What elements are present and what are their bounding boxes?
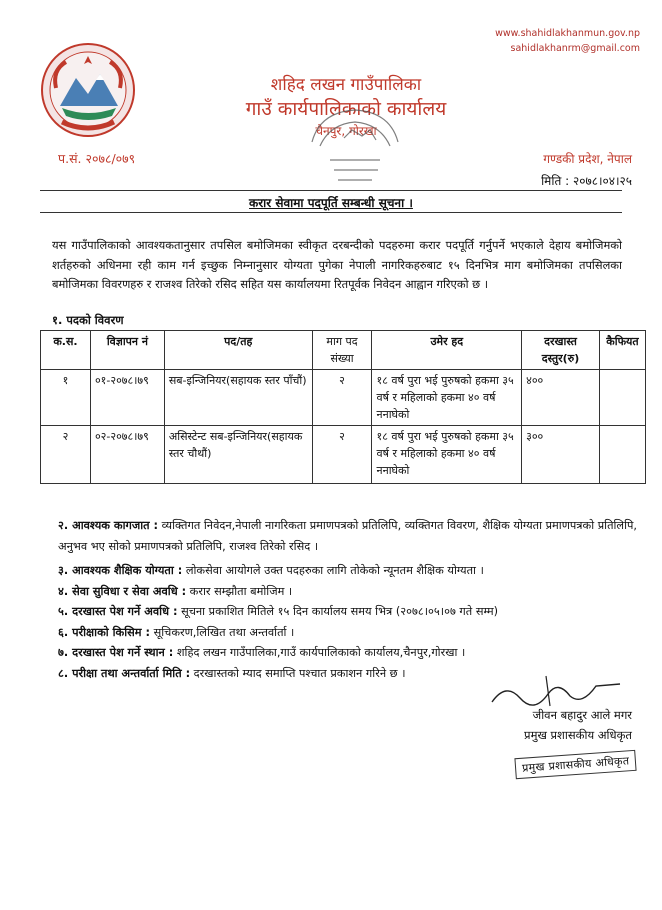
contact-block xyxy=(495,26,640,56)
item-text: सूचिकरण,लिखित तथा अन्तर्वार्ता । xyxy=(150,625,295,639)
col-header: दरखास्त दस्तुर(रु) xyxy=(522,331,600,370)
item-text: सूचना प्रकाशित मितिले १५ दिन कार्यालय समय भित्र (२०७८।०५।०७ गते सम्म) xyxy=(177,605,499,618)
header-divider xyxy=(40,190,622,191)
cell-count: २ xyxy=(312,370,372,426)
cell-remarks xyxy=(599,370,645,426)
col-header: कैफियत xyxy=(599,331,645,370)
item-text: शहिद लखन गाउँपालिका,गाउँ कार्यपालिकाको कार्यालय,चैनपुर,गोरखा । xyxy=(173,646,466,659)
col-header: क.स. xyxy=(41,331,91,370)
cell-serial: २ xyxy=(41,426,91,484)
intro-paragraph: यस गाउँपालिकाको आवश्यकतानुसार तपसिल बमोजिमका स्वीकृत दरबन्दीको पदहरुमा करार पदपूर्ति गर्नुपर्ने भएकाले देहाय बमोजिमको शर्तहरुको अधिनमा रही काम गर्न इच्छुक निम्नानुसार योग्यता पुगेका नेपाली नागरिकहरुबाट १५ दिनभित्र माग बमोजिमका तपसिलका बमोजिमका विवरणहरु र राजश्व तिरेको रसिद सहित यस कार्यालयमा रितपूर्वक निवेदन आह्वान गरिएको छ । xyxy=(52,238,622,291)
col-header: माग पद संख्या xyxy=(312,331,372,370)
cell-count: २ xyxy=(312,426,372,484)
col-header: पद/तह xyxy=(164,331,312,370)
item-text: दरखास्तको म्याद समाप्ति पश्चात प्रकाशन गरिने छ । xyxy=(190,666,406,680)
handwritten-signature xyxy=(486,672,626,712)
list-item xyxy=(58,516,638,557)
item-key: ५. दरखास्त पेश गर्ने अवधि : xyxy=(58,605,178,618)
cell-fee: ४०० xyxy=(522,370,600,426)
website-link[interactable]: www.shahidlakhanmun.gov.np xyxy=(495,28,640,39)
item-text: लोकसेवा आयोगले उक्त पदहरुका लागि तोकेको न्यूनतम शैक्षिक योग्यता । xyxy=(182,564,484,577)
office-seal xyxy=(300,102,410,194)
section-title: १. पदको विवरण xyxy=(52,313,124,327)
cell-post: सब-इन्जिनियर(सहायक स्तर पाँचौं) xyxy=(164,370,312,426)
item-key: ६. परीक्षाको किसिम : xyxy=(58,625,150,639)
issue-date: मिति : २०७८।०४।२५ xyxy=(541,174,632,188)
cell-age-limit: १८ वर्ष पुरा भई पुरुषको हकमा ३५ वर्ष र महिलाको हकमा ४० वर्ष ननाघेको xyxy=(372,370,522,426)
item-text: करार सम्झौता बमोजिम । xyxy=(186,584,293,598)
item-text: व्यक्तिगत निवेदन,नेपाली नागरिकता प्रमाणपत्रको प्रतिलिपि, व्यक्तिगत विवरण, शैक्षिक योग्यता प्रमाणपत्रको प्रतिलिपि, अनुभव भए सोको प्रमाणपत्रको प्रतिलिपि, राजश्व तिरेको रसिद । xyxy=(58,519,638,553)
table-row xyxy=(41,370,646,426)
list-item xyxy=(58,561,638,582)
subject-divider xyxy=(40,212,622,213)
item-key: ३. आवश्यक शैक्षिक योग्यता : xyxy=(58,564,183,577)
col-header: उमेर हद xyxy=(372,331,522,370)
office-name: गाउँ कार्यपालिकाको कार्यालय xyxy=(245,98,447,120)
list-item xyxy=(58,643,638,664)
item-key: २. आवश्यक कागजात : xyxy=(58,519,159,532)
notice-subject xyxy=(0,194,662,211)
item-key: ७. दरखास्त पेश गर्ने स्थान : xyxy=(58,646,174,659)
subject-text: करार सेवामा पदपूर्ति सम्बन्धी सूचना । xyxy=(249,196,413,210)
post-details-table xyxy=(40,330,646,484)
org-name: शहिद लखन गाउँपालिका xyxy=(270,75,422,95)
col-header: विज्ञापन नं xyxy=(90,331,164,370)
terms-list xyxy=(58,516,638,684)
cell-post: असिस्टेन्ट सब-इन्जिनियर(सहायक स्तर चौथौं) xyxy=(164,426,312,484)
province: गण्डकी प्रदेश, नेपाल xyxy=(543,152,632,166)
cell-ad-number: ०२-२०७८।७९ xyxy=(90,426,164,484)
email-link[interactable]: sahidlakhanrm@gmail.com xyxy=(510,43,640,54)
table-row xyxy=(41,426,646,484)
item-key: ८. परीक्षा तथा अन्तर्वार्ता मिति : xyxy=(58,666,191,680)
fiscal-year: प.सं. २०७८/०७९ xyxy=(58,151,136,166)
cell-fee: ३०० xyxy=(522,426,600,484)
table-header-row xyxy=(41,331,646,370)
cell-remarks xyxy=(599,426,645,484)
list-item xyxy=(58,582,638,603)
office-location: चैनपुर, गोरखा xyxy=(315,124,377,138)
cell-ad-number: ०१-२०७८।७९ xyxy=(90,370,164,426)
list-item xyxy=(58,623,638,644)
list-item xyxy=(58,602,638,623)
signatory-title: प्रमुख प्रशासकीय अधिकृत xyxy=(524,728,632,742)
item-key: ४. सेवा सुविधा र सेवा अवधि : xyxy=(58,584,187,598)
cell-age-limit: १८ वर्ष पुरा भई पुरुषको हकमा ३५ वर्ष र महिलाको हकमा ४० वर्ष ननाघेको xyxy=(372,426,522,484)
designation-stamp: प्रमुख प्रशासकीय अधिकृत xyxy=(514,750,637,779)
signatory-name: जीवन बहादुर आले मगर xyxy=(532,708,632,722)
cell-serial: १ xyxy=(41,370,91,426)
